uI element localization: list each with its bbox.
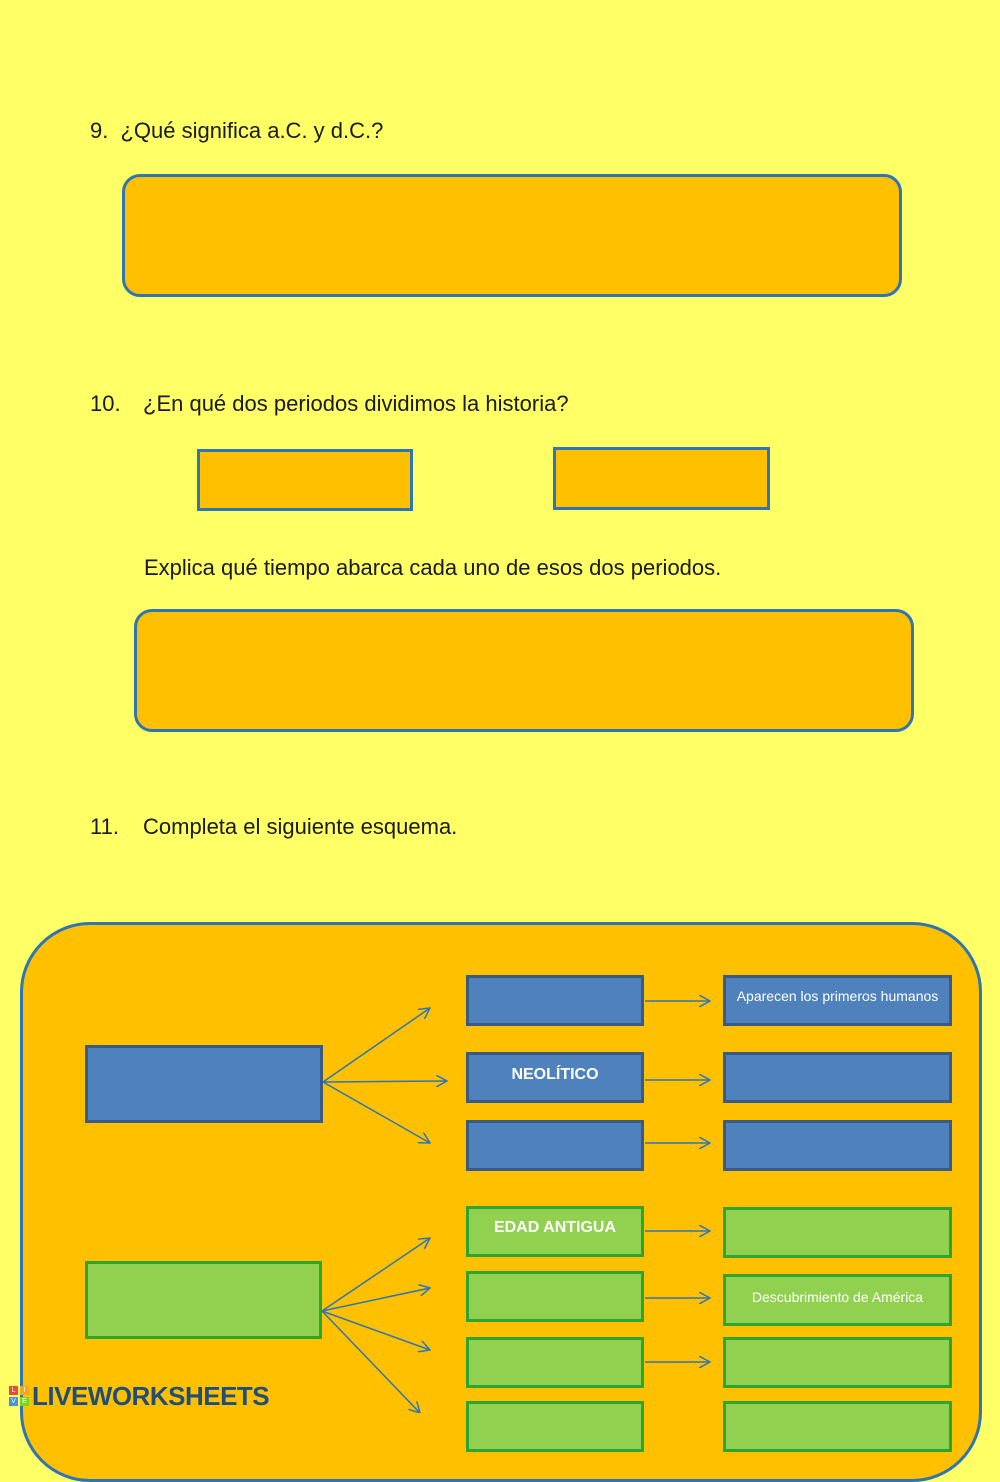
green-right-text: Descubrimiento de América <box>751 1289 924 1305</box>
logo-letter: L <box>9 1386 18 1395</box>
question-number: 10. <box>90 391 121 416</box>
green-middle-box-4[interactable] <box>466 1401 644 1452</box>
blue-main-box[interactable] <box>85 1045 323 1123</box>
answer-box-q9[interactable] <box>122 174 902 297</box>
blue-middle-text: NEOLÍTICO <box>511 1066 599 1083</box>
blue-middle-box-2 <box>466 1052 644 1103</box>
answer-box-q10-explain[interactable] <box>134 609 914 732</box>
blue-right-box-2[interactable] <box>723 1052 952 1103</box>
question-text: ¿Qué significa a.C. y d.C.? <box>120 118 384 143</box>
logo-letter: I <box>20 1386 29 1395</box>
green-right-box-3[interactable] <box>723 1337 952 1388</box>
logo-letter: E <box>20 1397 29 1406</box>
question-10 <box>90 391 569 417</box>
green-main-box[interactable] <box>85 1261 322 1339</box>
green-right-box-1[interactable] <box>723 1207 952 1258</box>
blue-middle-box-3[interactable] <box>466 1120 644 1171</box>
answer-box-q10-period-2[interactable] <box>553 447 770 510</box>
question-number: 11. <box>90 814 119 839</box>
logo-letter: V <box>9 1397 18 1406</box>
logo-mark-icon <box>8 1385 30 1407</box>
question-number: 9. <box>90 118 109 143</box>
question-9 <box>90 118 383 144</box>
logo-text: LIVEWORKSHEETS <box>32 1380 270 1411</box>
blue-right-box-3[interactable] <box>723 1120 952 1171</box>
question-10-subquestion <box>144 555 721 581</box>
green-right-box-4[interactable] <box>723 1401 952 1452</box>
green-right-box-2 <box>723 1274 952 1326</box>
liveworksheets-logo <box>8 1381 269 1411</box>
blue-right-box-1 <box>723 975 952 1026</box>
green-middle-box-1 <box>466 1206 644 1257</box>
green-middle-box-3[interactable] <box>466 1337 644 1388</box>
question-text: ¿En qué dos periodos dividimos la historia? <box>143 391 569 416</box>
green-middle-box-2[interactable] <box>466 1271 644 1322</box>
green-middle-text: EDAD ANTIGUA <box>493 1219 617 1236</box>
question-text: Explica qué tiempo abarca cada uno de esos dos periodos. <box>144 555 722 580</box>
question-11 <box>90 814 457 840</box>
blue-right-text: Aparecen los primeros humanos <box>736 988 939 1004</box>
blue-middle-box-1[interactable] <box>466 975 644 1026</box>
answer-box-q10-period-1[interactable] <box>197 449 413 511</box>
question-text: Completa el siguiente esquema. <box>143 814 458 839</box>
